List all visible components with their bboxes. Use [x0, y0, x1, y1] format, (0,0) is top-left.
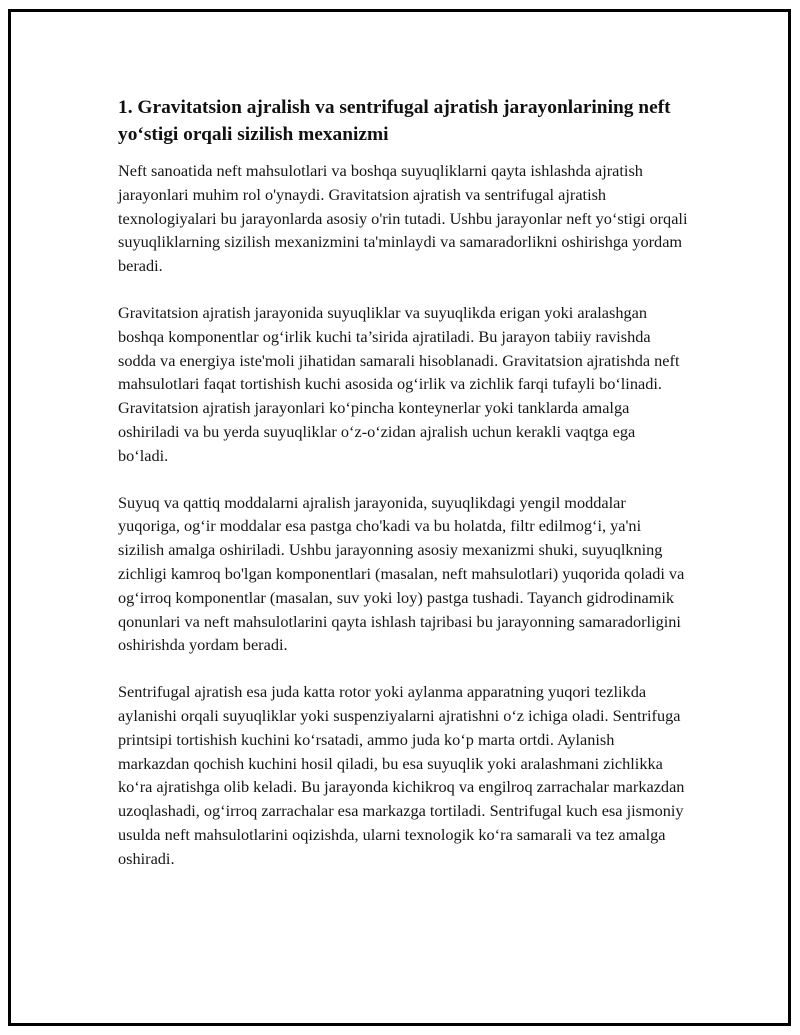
- document-body: [118, 94, 688, 871]
- paragraph-centrifugal: Sentrifugal ajratish esa juda katta rotor yoki aylanma apparatning yuqori tezlikda aylanishi orqali suyuqliklar yoki suspenziyalarni ajratishni o‘z ichiga oladi. Sentrifuga printsipi tortishish kuchini ko‘rsatadi, ammo juda ko‘p marta ortdi. Aylanish markazdan qochish kuchini hosil qiladi, bu esa suyuqlik yoki aralashmani zichlikka ko‘ra ajratishga olib keladi. Bu jarayonda kichikroq va engilroq zarrachalar markazdan uzoqlashadi, og‘irroq zarrachalar esa markazga tortiladi. Sentrifugal kuch esa jismoniy usulda neft mahsulotlarini oqizishda, ularni texnologik ko‘ra samarali va tez amalga oshiradi.: [118, 682, 685, 868]
- paragraph-intro: Neft sanoatida neft mahsulotlari va boshqa suyuqliklarni qayta ishlashda ajratish jarayonlari muhim rol o'ynaydi. Gravitatsion ajratish va sentrifugal ajratish texnologiyalari bu jarayonlarda asosiy o'rin tutadi. Ushbu jarayonlar neft yo‘stigi orqali suyuqliklarning sizilish mexanizmini ta'minlaydi va samaradorlikni oshirishga yordam beradi.: [118, 161, 688, 276]
- paragraph-gravitational: Gravitatsion ajratish jarayonida suyuqliklar va suyuqlikda erigan yoki aralashgan boshqa komponentlar og‘irlik kuchi ta’sirida ajratiladi. Bu jarayon tabiiy ravishda sodda va energiya iste'moli jihatidan samarali hisoblanadi. Gravitatsion ajratishda neft mahsulotlari faqat tortishish kuchi asosida og‘irlik va zichlik farqi tufayli bo‘linadi. Gravitatsion ajratish jarayonlari ko‘pincha konteynerlar yoki tanklarda amalga oshiriladi va bu yerda suyuqliklar o‘z-o‘zidan ajralish uchun kerakli vaqtga ega bo‘ladi.: [118, 302, 680, 465]
- section-heading: 1. Gravitatsion ajralish va sentrifugal ajratish jarayonlarining neft yo‘stigi orqali sizilish mexanizmi: [118, 97, 671, 145]
- paragraph-liquid-solid: Suyuq va qattiq moddalarni ajralish jarayonida, suyuqlikdagi yengil moddalar yuqoriga, og‘ir moddalar esa pastga cho'kadi va bu holatda, filtr edilmog‘i, ya'ni sizilish amalga oshiriladi. Ushbu jarayonning asosiy mexanizmi shuki, suyuqlkning zichligi kamroq bo'lgan komponentlari (masalan, neft mahsulotlari) yuqorida qoladi va og‘irroq komponentlar (masalan, suv yoki loy) pastga tushadi. Tayanch gidrodinamik qonunlari va neft mahsulotlarini qayta ishlash tajribasi bu jarayonning samaradorligini oshirishda yordam beradi.: [118, 492, 685, 655]
